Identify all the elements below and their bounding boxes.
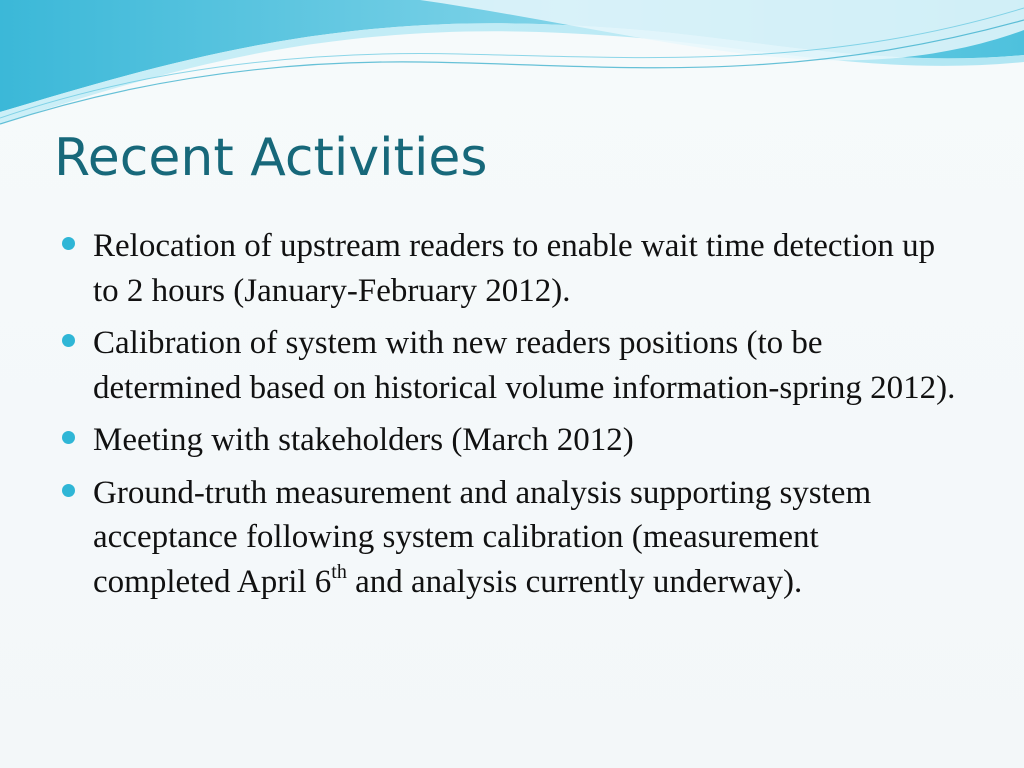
bullet-dot-icon <box>62 334 75 347</box>
bullet-text-part: Ground-truth measurement and analysis supporting system acceptance following system calibration (measurement completed April 6 <box>93 474 872 600</box>
bullet-text: Relocation of upstream readers to enable wait time detection up to 2 hours (January-February 2012). <box>93 228 936 309</box>
slide-title: Recent Activities <box>54 128 488 188</box>
bullet-text-part: and analysis currently underway). <box>346 563 803 600</box>
bullet-item <box>62 321 962 410</box>
bullet-dot-icon <box>62 484 75 497</box>
bullet-dot-icon <box>62 237 75 250</box>
bullet-list <box>62 224 962 612</box>
bullet-dot-icon <box>62 431 75 444</box>
bullet-item <box>62 471 962 605</box>
bullet-item <box>62 418 962 463</box>
ordinal-superscript: th <box>331 560 347 583</box>
bullet-text <box>93 475 871 600</box>
bullet-item <box>62 224 962 313</box>
bullet-text: Calibration of system with new readers positions (to be determined based on historical volume information-spring 2012). <box>93 325 956 406</box>
bullet-text: Meeting with stakeholders (March 2012) <box>93 422 634 458</box>
header-wave-decoration <box>0 0 1024 130</box>
